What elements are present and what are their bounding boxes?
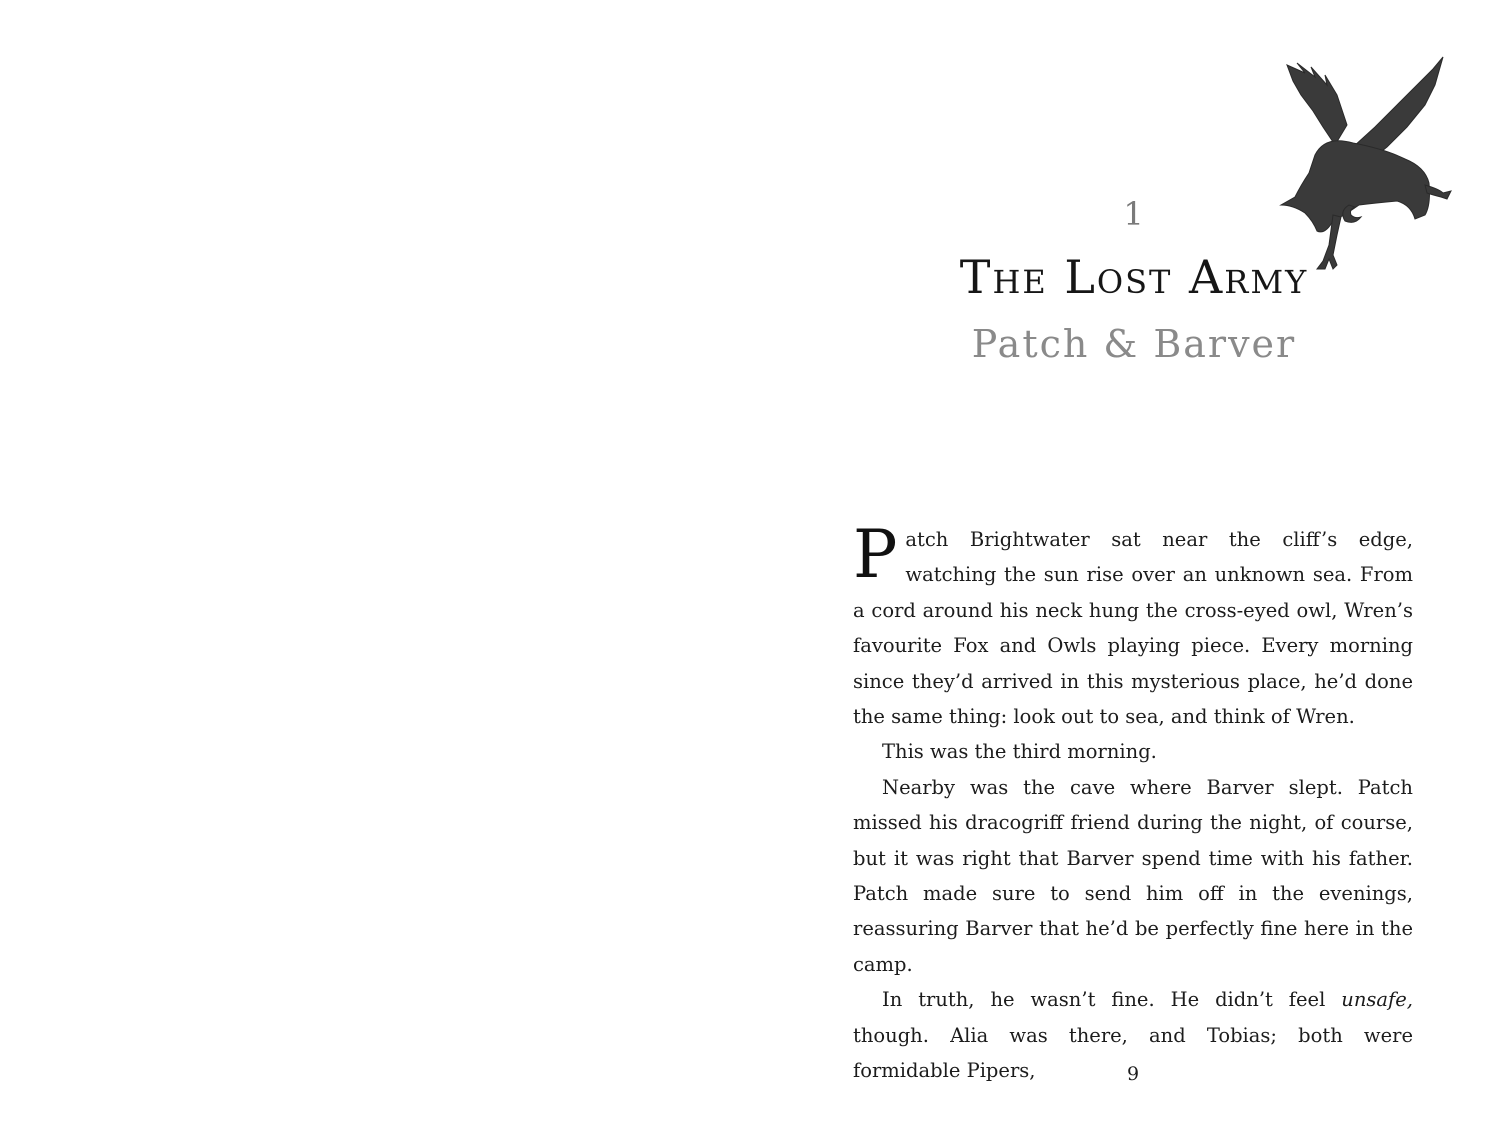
- paragraph: Nearby was the cave where Barver slept. Patch missed his dracogriff friend during the night, of course, but it was right that Barver spend time with his father. Patch made sure to send him off in the evenings, reassuring Barver that he’d be perfectly fine here in the camp.: [853, 775, 1413, 976]
- paragraph-text: In truth, he wasn’t fine. He didn’t feel: [882, 988, 1342, 1012]
- italic-word: unsafe,: [1341, 988, 1413, 1012]
- page-number: 9: [1126, 1063, 1140, 1085]
- paragraph-text: atch Brightwater sat near the cliff’s edge, watching the sun rise over an unknown sea. From a cord around his neck hung the cross-eyed owl, Wren’s favourite Fox and Owls playing piece. Every morning since they’d arrived in this mysterious place, he’d done the same thing: look out to sea, and think of Wren.: [853, 528, 1413, 729]
- chapter-body: [853, 516, 1413, 1089]
- chapter-number: 1: [1123, 195, 1145, 233]
- drop-cap: P: [853, 516, 898, 593]
- chapter-title: The Lost Army: [959, 250, 1309, 304]
- chapter-subtitle: Patch & Barver: [971, 322, 1297, 366]
- paragraph: This was the third morning.: [882, 740, 1157, 764]
- paragraph: [853, 516, 1413, 734]
- paragraph-text: though. Alia was there, and Tobias; both were formidable Pipers,: [853, 1023, 1413, 1083]
